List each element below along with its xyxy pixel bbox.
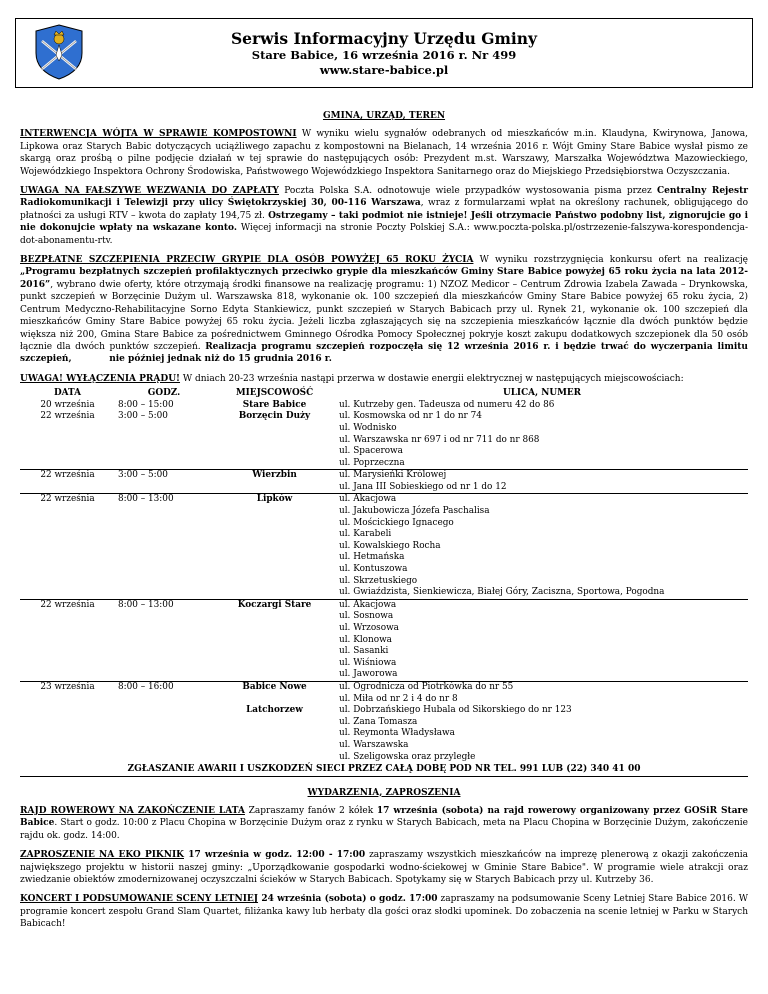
article-text: . Start o godz. 10:00 z Placu Chopina w Borzęcinie Dużym oraz z rynku w Starych Babicach, meta na Placu Chopina w Borzęcinie Dużym, zakończenie rajdu ok. godz. 14:00.: [20, 818, 748, 841]
article-text: , wybrano dwie oferty, które otrzymają środki finansowe na realizację programu: 1) NZOZ Medicor – Centrum Zdrowia Izabela Zawada – Drynkowska, punkt szczepień w Borzęcinie Dużym ul. Warszawska 818, wykonanie ok. 100 szczepień dla mieszkańców Gminy Stare Babice powyżej 65 roku życia, 2) Centrum Medyczno-Rehabilitacyjne Sorno Edyta Stankiewicz, punkt szczepień w Starych Babicach przy ul. Rynek 21, wykonanie ok. 100 szczepień dla mieszkańców Gminy Stare Babice powyżej 65 roku życia. Jeżeli liczba zgłaszających się na szczepienia mieszkańców łącznie dla dwóch punktów będzie większa niż 200, Gmina Stare Babice za pośrednictwem Gminnego Ośrodka Pomocy Społecznej pokryje koszt zakupu dodatkowych szczepionek dla 50 osób łącznie dla dwóch punktów szczepień.: [20, 279, 748, 352]
outage-date: 22 września: [20, 494, 115, 599]
street-item: ul. Spacerowa: [339, 446, 403, 457]
street-item: ul. Kowalskiego Rocha: [339, 540, 441, 551]
article-eko-piknik: [20, 849, 748, 886]
street-item: ul. Wiśniowa: [339, 657, 397, 668]
street-item: ul. Warszawska: [339, 739, 409, 750]
outage-row: [20, 470, 748, 494]
street-item: ul. Kutrzeby gen. Tadeusza od numeru 42 do 86: [339, 399, 555, 410]
outage-place: Stare Babice Borzęcin Duży: [238, 399, 311, 422]
col-header-time: GODZ.: [147, 388, 181, 399]
article-rajd: [20, 805, 748, 842]
street-item: ul. Marysieńki Królowej: [339, 470, 447, 481]
article-falszywe-wezwania: [20, 185, 748, 247]
article-text: W wyniku wielu sygnałów odebranych od mieszkańców m.in. Klaudyna, Kwirynowa, Janowa, Lipkowa oraz Starych Babic dotyczących uciążliwego zapachu z kompostowni na Bielanach, 14 września 2016 r. Wójt Gminy Stare Babice wysłał pismo ze skargą oraz prośbą o pilne podjęcie działań w tej sprawie do następujących osób: Prezydent m.st. Warszawy, Marszałka Województwa Mazowieckiego, Wojewódzkiego Inspektora Ochrony Środowiska, Państwowego Wojewódzkiego Inspektora Sanitarnego oraz do Miejskiego Przedsiębiorstwa Oczyszczania.: [20, 129, 748, 177]
street-item: ul. Kosmowska od nr 1 do nr 74: [339, 411, 482, 422]
street-item: ul. Zana Tomasza: [339, 716, 418, 727]
street-item: ul. Skrzetuskiego: [339, 575, 418, 586]
outage-place: Latchorzew: [246, 705, 303, 716]
outage-streets: [336, 494, 748, 599]
article-lead: UWAGA! WYŁĄCZENIA PRĄDU!: [20, 373, 181, 384]
article-lead: KONCERT I PODSUMOWANIE SCENY LETNIEJ: [20, 894, 259, 905]
outage-streets: [336, 400, 748, 470]
article-wylaczenia: [20, 373, 748, 385]
article-szczepienia: [20, 254, 752, 366]
street-item: ul. Akacjowa: [339, 599, 397, 610]
article-lead: INTERWENCJA WÓJTA W SPRAWIE KOMPOSTOWNI: [20, 129, 297, 140]
article-bold: 24 września (sobota) o godz. 17:00: [258, 894, 438, 905]
street-item: ul. Jana III Sobieskiego od nr 1 do 12: [339, 481, 507, 492]
street-item: ul. Wrzosowa: [339, 623, 399, 633]
street-item: ul. Wodnisko: [339, 422, 397, 433]
outage-header-row: [20, 388, 748, 400]
article-text: zapraszamy na podsumowanie Sceny Letniej Stare Babice 2016. W programie koncert zespołu Grand Slam Quartet, filiżanka kawy lub herbaty dla gości oraz słodki upominek. Do zobaczenia na scenie letniej w Parku w Starych Babicach!: [20, 894, 748, 930]
header-box: [15, 18, 753, 88]
article-koncert: [20, 893, 748, 930]
street-item: ul. Sosnowa: [339, 611, 394, 622]
article-text: W wyniku rozstrzygnięcia konkursu ofert na realizację: [473, 255, 748, 266]
outage-table-wrap: [20, 388, 748, 776]
outage-streets: [336, 681, 748, 705]
outage-place: Wierzbin: [213, 470, 336, 494]
header-text: [16, 30, 752, 77]
section-title-wydarzenia: WYDARZENIA, ZAPROSZENIA: [307, 787, 461, 798]
street-item: ul. Poprzeczna: [339, 457, 405, 468]
outage-row: [20, 400, 748, 470]
outage-streets: [336, 470, 748, 494]
street-item: ul. Jakubowicza Józefa Paschalisa: [339, 506, 490, 517]
outage-time: 8:00 – 13:00: [115, 599, 213, 681]
article-bold: „Programu bezpłatnych szczepień profilaktycznych przeciwko grypie dla mieszkańców Gminy Stare Babice powyżej 65 roku życia na lata 2012-2016”: [20, 267, 748, 290]
street-item: ul. Akacjowa: [339, 494, 397, 505]
outage-row: [20, 681, 748, 705]
outage-time: [115, 705, 213, 763]
street-item: ul. Miła od nr 2 i 4 do nr 8: [339, 693, 458, 704]
outage-streets: [336, 705, 748, 763]
article-text: Poczta Polska S.A. odnotowuje wiele przypadków wystosowania pisma przez: [278, 186, 657, 197]
outage-place: Koczargi Stare: [213, 599, 336, 681]
issue-date: Stare Babice, 16 września 2016 r. Nr 499: [251, 48, 517, 62]
outage-date: 20 września 22 września: [40, 399, 95, 422]
section-title-gmina: GMINA, URZĄD, TEREN: [322, 111, 446, 121]
outage-date: 22 września: [20, 470, 115, 494]
article-bold: 17 września (sobota) na rajd rowerowy organizowany przez GOSiR Stare Babice: [20, 805, 748, 829]
street-item: ul. Sasanki: [339, 646, 389, 657]
col-header-street: ULICA, NUMER: [502, 388, 582, 399]
street-item: ul. Karabeli: [339, 529, 392, 540]
outage-date: [20, 705, 115, 763]
outage-time: 8:00 – 15:00 3:00 – 5:00: [118, 399, 174, 422]
article-bold: Centralny Rejestr Radiokomunikacji i Telewizji przy ulicy Świętokrzyskiej 30, 00-116 Warszawa: [20, 186, 748, 209]
outage-date: 23 września: [20, 681, 115, 705]
article-bold: Realizacja programu szczepień rozpoczęła się 12 września 2016 r. i będzie trwać do wyczerpania limitu szczepień, nie później jednak niż do 15 grudnia 2016 r.: [20, 341, 752, 365]
outage-time: 8:00 – 13:00: [115, 494, 213, 599]
outage-place: Lipków: [213, 494, 336, 599]
article-text: zapraszamy wszystkich mieszkańców na imprezę plenerową z okazji zakończenia największego projektu w historii naszej gminy: „Uporządkowanie gospodarki wodno-ściekowej w Gminie Stare Babice". W programie wiele atrakcji oraz zwiedzanie obiektów zmodernizowanej oczyszczalni ścieków w Starych Babicach. Spotykamy się w Starych Babicach przy ul. Kutrzeby 36.: [20, 850, 748, 885]
article-text: Zapraszamy fanów 2 kółek: [244, 805, 377, 816]
article-text: , wraz z formularzami wpłat na określony rachunek, obligującego do płatności za usługi RTV – kwota do zapłaty 194,75 zł.: [20, 198, 748, 221]
emergency-phone-note: ZGŁASZANIE AWARII I USZKODZEŃ SIECI PRZEZ CAŁĄ DOBĘ POD NR TEL. 991 LUB (22) 340 41 00: [127, 764, 641, 775]
street-item: ul. Warszawska nr 697 i od nr 711 do nr 868: [339, 434, 540, 445]
outage-place: Babice Nowe: [213, 681, 336, 705]
outage-row: [20, 705, 748, 763]
article-bold: 17 września w godz. 12:00 - 17:00: [184, 850, 366, 861]
street-item: ul. Hetmańska: [339, 552, 405, 563]
street-item: ul. Jaworowa: [339, 669, 398, 680]
street-item: ul. Szeligowska oraz przyległe: [339, 751, 476, 762]
article-lead: UWAGA NA FAŁSZYWE WEZWANIA DO ZAPŁATY: [20, 186, 279, 197]
article-bold: Ostrzegamy – taki podmiot nie istnieje! Jeśli otrzymacie Państwo podobny list, zignorujcie go i nie dokonujcie wpłaty na wskazane konto.: [20, 210, 748, 234]
outage-time: 3:00 – 5:00: [115, 470, 213, 494]
outage-streets: [336, 599, 748, 681]
street-item: ul. Reymonta Władysława: [339, 728, 455, 739]
article-lead: BEZPŁATNE SZCZEPIENIA PRZECIW GRYPIE DLA OSÓB POWYŻEJ 65 ROKU ŻYCIA: [20, 255, 474, 266]
website-url: www.stare-babice.pl: [319, 63, 449, 77]
street-item: ul. Gwiaździsta, Sienkiewicza, Białej Góry, Zaciszna, Sportowa, Pogodna: [339, 587, 665, 598]
content: [20, 110, 752, 938]
col-header-date: DATA: [53, 388, 82, 399]
outage-date: 22 września: [20, 599, 115, 681]
street-item: ul. Klonowa: [339, 634, 392, 645]
col-header-place: MIEJSCOWOŚĆ: [235, 388, 314, 399]
article-lead: ZAPROSZENIE NA EKO PIKNIK: [20, 850, 184, 861]
outage-table: [20, 388, 748, 763]
article-text: W dniach 20-23 września nastąpi przerwa w dostawie energii elektrycznej w następujących miejscowościach:: [180, 373, 684, 384]
newsletter-title: Serwis Informacyjny Urzędu Gminy: [230, 29, 538, 48]
outage-row: [20, 599, 748, 681]
street-item: ul. Dobrzańskiego Hubala od Sikorskiego do nr 123: [339, 705, 572, 716]
article-lead: RAJD ROWEROWY NA ZAKOŃCZENIE LATA: [20, 805, 245, 816]
street-item: ul. Kontuszowa: [339, 564, 408, 575]
outage-body: [20, 400, 748, 763]
street-item: ul. Ogrodnicza od Piotrkówka do nr 55: [339, 681, 514, 692]
street-item: ul. Mościckiego Ignacego: [339, 517, 454, 528]
outage-time: 8:00 – 16:00: [115, 681, 213, 705]
article-text: Więcej informacji na stronie Poczty Polskiej S.A.: www.poczta-polska.pl/ostrzezenie-falszywa-korespondencja-dot-abonamentu-rtv.: [20, 223, 748, 246]
outage-row: [20, 494, 748, 599]
article-kompostownia: [20, 128, 748, 178]
